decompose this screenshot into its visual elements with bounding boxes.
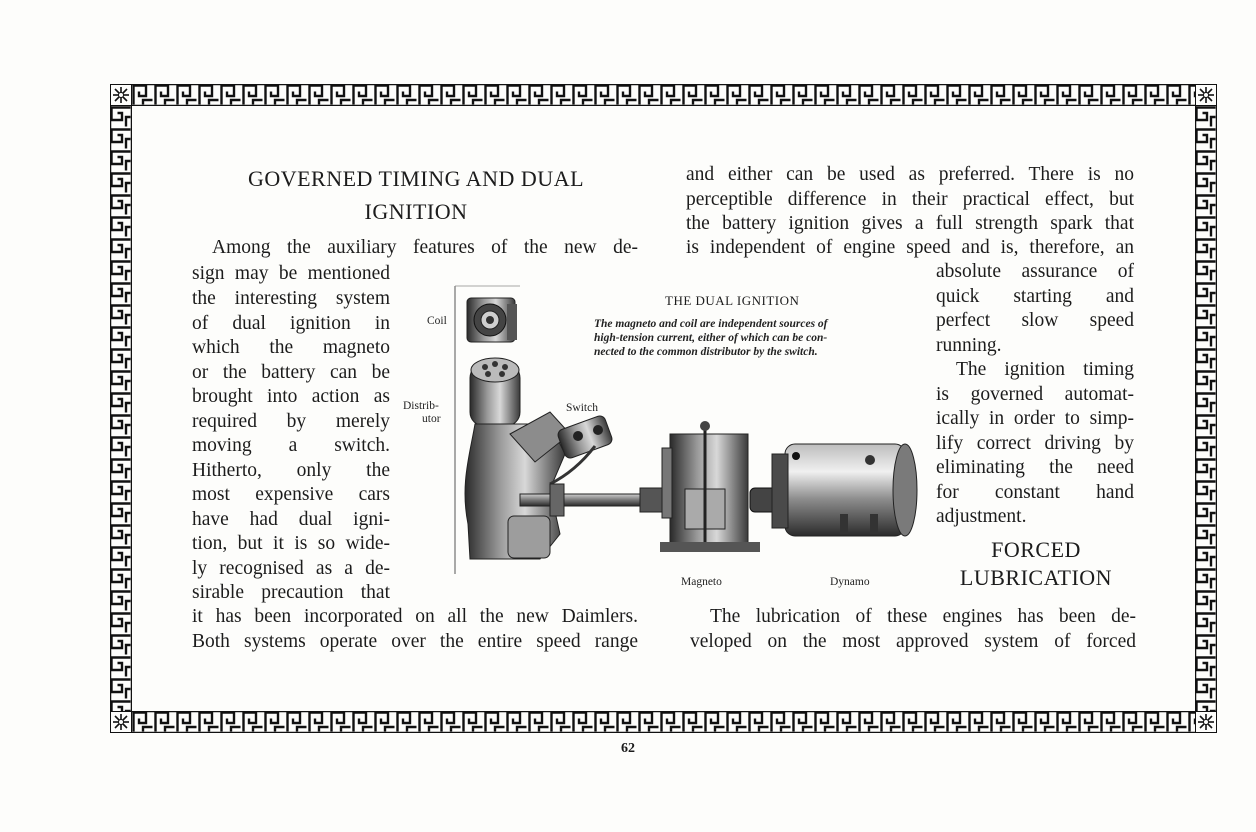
distributor-label: Distrib-	[403, 400, 439, 412]
greek-key-border-right	[1195, 84, 1217, 733]
dynamo-label: Dynamo	[830, 576, 870, 588]
paragraph-line: brought into action as	[192, 386, 390, 407]
paragraph-line: The lubrication of these engines has been de-	[710, 606, 1136, 627]
paragraph-line: running.	[936, 335, 1002, 356]
paragraph-line: ly recognised as a de-	[192, 558, 390, 579]
paragraph-line: sirable precaution that	[192, 582, 390, 603]
dual-ignition-figure	[400, 284, 920, 592]
paragraph-line: perceptible difference in their practical effect, but	[686, 189, 1134, 210]
distributor-label: utor	[422, 413, 441, 425]
corner-ornament	[1195, 711, 1217, 733]
paragraph-line: which the magneto	[192, 337, 390, 358]
section-heading: IGNITION	[364, 199, 468, 224]
paragraph-line: tion, but it is so wide-	[192, 533, 390, 554]
section-heading: GOVERNED TIMING AND DUAL	[247, 166, 585, 191]
figure-caption-line: The magneto and coil are independent sources of	[594, 318, 828, 330]
paragraph-line: required by merely	[192, 411, 390, 432]
paragraph-line: moving a switch.	[192, 435, 390, 456]
paragraph-line: for constant hand	[936, 482, 1134, 503]
distributor-illustration	[465, 358, 570, 559]
paragraph-line: the interesting system	[192, 288, 390, 309]
corner-ornament	[1195, 84, 1217, 106]
paragraph-line: adjustment.	[936, 506, 1027, 527]
paragraph-line: quick starting and	[936, 286, 1134, 307]
greek-key-border-left	[110, 84, 132, 733]
figure-caption-line: high-tension current, either of which can be con-	[594, 332, 828, 344]
paragraph-line: lify correct driving by	[936, 433, 1134, 454]
greek-key-border-top	[110, 84, 1217, 106]
paragraph-line: is governed automat-	[936, 384, 1134, 405]
paragraph-line: most expensive cars	[192, 484, 390, 505]
paragraph-line: Both systems operate over the entire speed range	[192, 631, 638, 652]
magneto-label: Magneto	[681, 576, 722, 588]
paragraph-line: veloped on the most approved system of forced	[690, 631, 1136, 652]
page-number: 62	[621, 741, 635, 756]
switch-label: Switch	[566, 402, 598, 414]
paragraph-line: Among the auxiliary features of the new de-	[212, 237, 638, 258]
figure-title: THE DUAL IGNITION	[665, 293, 800, 308]
paragraph-line: is independent of engine speed and is, therefore, an	[686, 237, 1134, 258]
paragraph-line: it has been incorporated on all the new Daimlers.	[192, 606, 638, 627]
paragraph-line: perfect slow speed	[936, 310, 1134, 331]
paragraph-line: and either can be used as preferred. There is no	[686, 164, 1134, 185]
magneto-illustration	[660, 421, 760, 552]
greek-key-border-bottom	[110, 711, 1217, 733]
paragraph-line: The ignition timing	[956, 359, 1134, 380]
coil-label: Coil	[427, 315, 447, 327]
paragraph-line: Hitherto, only the	[192, 460, 390, 481]
paragraph-line: have had dual igni-	[192, 509, 390, 530]
paragraph-line: of dual ignition in	[192, 313, 390, 334]
section-heading: FORCED	[991, 537, 1081, 562]
paragraph-line: absolute assurance of	[936, 261, 1134, 282]
paragraph-line: the battery ignition gives a full strength spark that	[686, 213, 1134, 234]
paragraph-line: sign may be mentioned	[192, 263, 390, 284]
corner-ornament	[110, 711, 132, 733]
paragraph-line: eliminating the need	[936, 457, 1134, 478]
dynamo-illustration	[772, 444, 917, 536]
section-heading: LUBRICATION	[959, 565, 1113, 590]
figure-caption-line: nected to the common distributor by the switch.	[594, 346, 818, 358]
coil-illustration	[467, 298, 517, 342]
corner-ornament	[110, 84, 132, 106]
paragraph-line: or the battery can be	[192, 362, 390, 383]
paragraph-line: ically in order to simp-	[936, 408, 1134, 429]
